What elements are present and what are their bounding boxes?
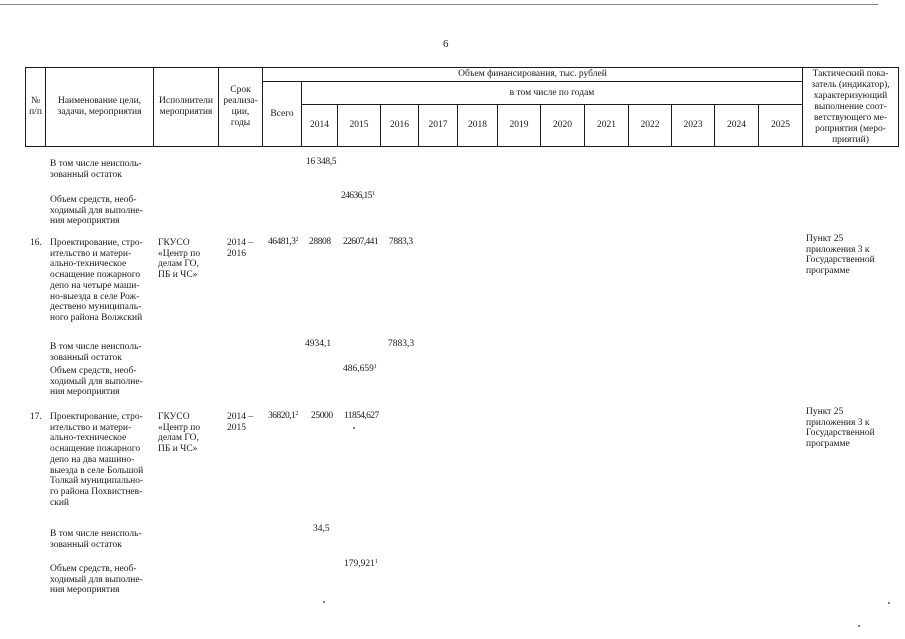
header-total: Всего	[270, 108, 294, 119]
header-year-2016: 2016	[390, 120, 409, 130]
header-by-years: в том числе по годам	[509, 87, 595, 98]
header-volume: Объем финансирования, тыс. рублей	[458, 69, 607, 79]
row-funds-required-2015: 486,659$^1$	[343, 364, 377, 374]
item-16-2016: 7883,3	[389, 237, 413, 247]
header-year-2021: 2021	[597, 120, 616, 130]
header-term: Срок реализа- ции, годы	[223, 85, 258, 128]
item-16-description: Проектирование, стро- ительство и матери- ально-техническое оснащение пожарного депо на четыре маши- но-выезда в селе Рож- дествено муниципаль- ного района Волжский	[50, 238, 143, 323]
item-16-number: 16.	[30, 238, 42, 248]
item-16-executor: ГКУСО «Центр по делам ГО, ПБ и ЧС»	[158, 238, 201, 281]
item-17-number: 17.	[30, 412, 42, 422]
item-17-total: 36820,1$^2$	[268, 411, 298, 421]
header-indicator: Тактический пока- затель (индикатор), характеризующий выполнение соот- ветствующего ме- роприятия (меро- приятий)	[811, 68, 890, 145]
item-16-indicator: Пункт 25 приложения 3 к Государственной программе	[806, 234, 875, 277]
item-17-term: 2014 – 2015	[227, 412, 254, 433]
item-16-2014: 28808	[309, 237, 331, 247]
row-unused-balance-2014: 16 348,5	[306, 157, 337, 167]
header-year-2017: 2017	[428, 120, 448, 130]
scan-speck	[323, 601, 325, 603]
header-year-2025: 2025	[771, 120, 790, 130]
row-funds-required-label: Объем средств, необ- ходимый для выполне- ния мероприятия	[50, 195, 143, 227]
header-year-2023: 2023	[683, 120, 703, 130]
item-17-executor: ГКУСО «Центр по делам ГО, ПБ и ЧС»	[158, 412, 201, 455]
row-funds-required-2015: 24636,15$^1$	[341, 191, 375, 201]
item-17-description: Проектирование, стро- ительство и матери- ально-техническое оснащение пожарного депо на два машино- выезда в селе Большой Толкай муниципально- го района Похвистнев- ский	[50, 412, 144, 508]
header-num: № п/п	[29, 96, 42, 117]
page-number: 6	[443, 38, 449, 50]
header-year-2019: 2019	[509, 120, 529, 130]
row-funds-required-2015: 179,921$^1$	[344, 559, 378, 569]
scan-speck	[353, 427, 355, 429]
item-16-total: 46481,3$^2$	[268, 237, 298, 247]
row-unused-balance-label: В том числе неисполь- зованный остаток	[50, 529, 142, 550]
item-16-2015: 22607,441	[343, 237, 378, 247]
row-unused-balance-2016: 7883,3	[388, 339, 415, 349]
header-executors: Исполнители мероприятия	[159, 96, 213, 117]
header-year-2024: 2024	[727, 120, 746, 130]
scan-edge-line	[0, 4, 878, 5]
row-funds-required-label: Объем средств, необ- ходимый для выполне- ния мероприятия	[50, 564, 143, 596]
header-year-2018: 2018	[468, 120, 487, 130]
header-year-2020: 2020	[553, 120, 572, 130]
row-unused-balance-label: В том числе неисполь- зованный остаток	[50, 342, 142, 363]
header-year-2014: 2014	[310, 120, 329, 130]
row-funds-required-label: Объем средств, необ- ходимый для выполне- ния мероприятия	[50, 366, 143, 398]
table-header	[25, 67, 899, 147]
header-year-2022: 2022	[640, 120, 660, 130]
scan-speck	[858, 625, 860, 627]
row-unused-balance-2014: 34,5	[313, 524, 330, 534]
header-name: Наименование цели, задачи, мероприятия	[57, 96, 142, 117]
row-unused-balance-label: В том числе неисполь- зованный остаток	[50, 159, 142, 180]
row-unused-balance-2014: 4934,1	[305, 339, 332, 349]
item-17-2014: 25000	[311, 411, 333, 421]
item-17-2015: 11854,627	[344, 411, 379, 421]
scan-speck	[888, 602, 890, 604]
header-year-2015: 2015	[349, 120, 369, 130]
item-16-term: 2014 – 2016	[227, 238, 254, 259]
item-17-indicator: Пункт 25 приложения 3 к Государственной программе	[806, 407, 875, 450]
